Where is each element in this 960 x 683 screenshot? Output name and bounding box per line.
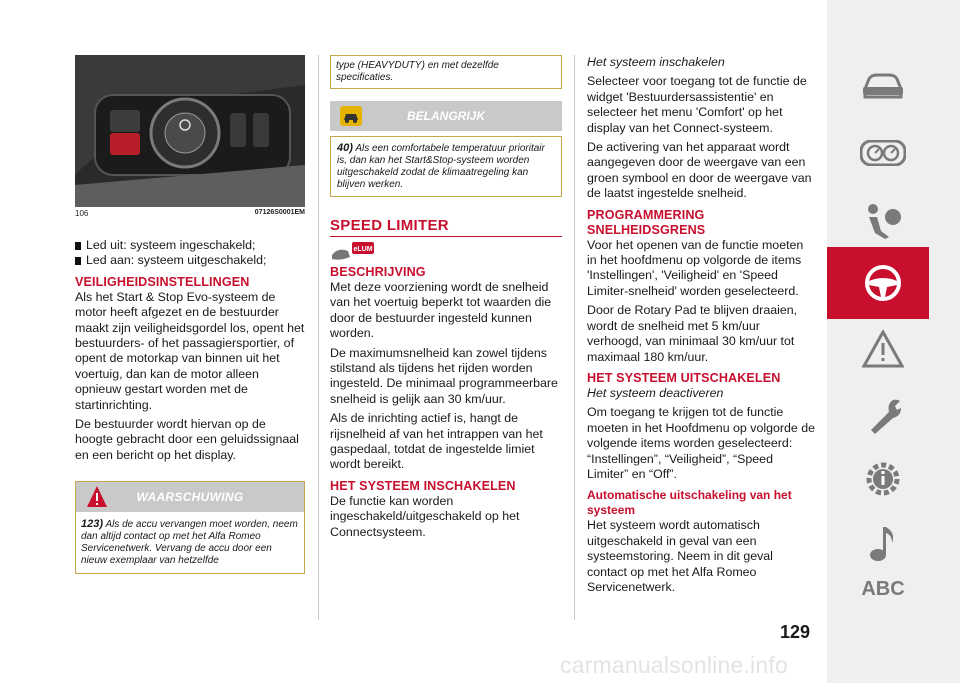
important-title: BELANGRIJK <box>406 109 485 123</box>
checkbox-icon <box>75 257 81 265</box>
column-2 <box>330 55 562 540</box>
subheading-deactivate: Het systeem deactiveren <box>587 385 724 400</box>
photo-number: 106 <box>75 209 89 218</box>
bullet-item: Led aan: systeem uitgeschakeld; <box>75 253 305 268</box>
column-divider <box>318 55 319 620</box>
gauges-icon[interactable] <box>852 122 914 184</box>
car-alert-icon <box>340 106 362 137</box>
paragraph: Selecteer voor toegang tot de functie de widget 'Bestuurdersassistentie' en selecteer het menu 'Comfort' op het display van het Connect-systeem. <box>587 74 807 135</box>
heading-auto-off: Automatische uitschakeling van het systeem <box>587 488 792 518</box>
airbag-icon[interactable] <box>852 190 914 252</box>
column-3 <box>587 55 815 595</box>
paragraph: Door de Rotary Pad te blijven draaien, wordt de snelheid met 5 km/uur verhoogd, van minimaal 30 km/uur tot maximaal 180 km/uur. <box>587 303 798 364</box>
light-switch-photo <box>75 55 305 207</box>
bullet-item: Led uit: systeem ingeschakeld; <box>75 238 305 253</box>
paragraph: Als het Start & Stop Evo-systeem de motor heeft afgezet en de bestuurder maakt zijn veiligheidsgordel los, opent het bestuurders- of het passagiersportier, of opent de motorkap van binnen uit het voertuig, dan kan de motor alleen opnieuw gestart worden met de startinrichting. <box>75 289 305 412</box>
warning-box <box>75 481 305 574</box>
photo-code: 07126S0001EM <box>254 209 305 216</box>
paragraph: De maximumsnelheid kan zowel tijdens stilstand als tijdens het rijden worden ingesteld. De minimaal programmeerbare snelheid is gelijk aan 30 km/uur. <box>330 345 558 406</box>
important-body: 40) Als een comfortabele temperatuur prioritair is, dan kan het Start&Stop-systeem worden uitgeschakeld zodat de klimaatregeling kan blijven werken. <box>330 136 562 197</box>
paragraph: De bestuurder wordt hiervan op de hoogte gebracht door een geluidssignaal en een bericht op het display. <box>75 417 299 462</box>
paragraph: De activering van het apparaat wordt aangegeven door de weergave van een groen symbool en door de weergave van de laatst ingestelde snelheid. <box>587 140 812 201</box>
heading-belt-settings: VEILIGHEIDSINSTELLINGEN <box>75 274 250 289</box>
heading-programming: PROGRAMMERING SNELHEIDSGRENS <box>587 207 706 237</box>
heading-speed-limiter: SPEED LIMITER <box>330 217 562 237</box>
paragraph: Om toegang te krijgen tot de functie moeten in het Hoofdmenu op volgorde de volgende items worden geselecteerd: “Instellingen”, “Veiligheid”, “Speed Limiter” en “Off”. <box>587 405 816 481</box>
paragraph: Voor het openen van de functie moeten in het hoofdmenu op volgorde de items 'Instellingen', 'Veiligheid' en 'Speed Limiter-snelheid' worden geselecteerd. <box>587 237 804 298</box>
heading-system-off: HET SYSTEEM UITSCHAKELEN <box>587 370 781 385</box>
column-divider <box>574 55 575 620</box>
checkbox-icon <box>75 242 81 250</box>
warning-icon <box>86 485 108 520</box>
paragraph: Met deze voorziening wordt de snelheid van het voertuig beperkt tot waarden die door de bestuurder ingesteld kunnen worden. <box>330 280 552 341</box>
car-icon[interactable] <box>852 55 914 117</box>
page-number: 129 <box>780 622 811 642</box>
info-gear-icon[interactable] <box>852 448 914 510</box>
warning-triangle-icon[interactable] <box>852 318 914 380</box>
continuation-note: type (HEAVYDUTY) en met dezelfde specificaties. <box>330 55 562 89</box>
warning-body: 123) Als de accu vervangen moet worden, neem dan altijd contact op met het Alfa Romeo Servicenetwerk. Vervang de accu door een nieuw exemplaar van hetzelfde <box>81 518 298 567</box>
elum-badge <box>330 241 562 263</box>
warning-title: WAARSCHUWING <box>136 490 244 505</box>
subheading-enable: Het systeem inschakelen <box>587 55 725 69</box>
paragraph: Het systeem wordt automatisch uitgeschakeld in geval van een systeemstoring. Neem in dit geval contact op met het Alfa Romeo Servicenetwerk. <box>587 518 773 594</box>
important-header <box>330 101 562 131</box>
warning-header <box>76 482 304 512</box>
paragraph: Als de inrichting actief is, hangt de rijsnelheid af van het intrappen van het gaspedaal, totdat de ingestelde limiet wordt bereikt. <box>330 411 543 472</box>
paragraph: De functie kan worden ingeschakeld/uitgeschakeld op het Connectsysteem. <box>330 493 520 539</box>
elum-label: eLUM <box>353 246 373 253</box>
heading-description: BESCHRIJVING <box>330 265 426 279</box>
heading-system-on: HET SYSTEEM INSCHAKELEN <box>330 478 516 493</box>
abc-index-link[interactable]: ABC <box>861 577 905 600</box>
steering-wheel-icon[interactable] <box>852 252 914 314</box>
chapter-sidebar <box>827 0 960 683</box>
watermark: carmanualsonline.info <box>560 652 788 678</box>
column-1 <box>75 55 305 574</box>
wrench-icon[interactable] <box>852 385 914 447</box>
photo-caption <box>75 209 305 218</box>
